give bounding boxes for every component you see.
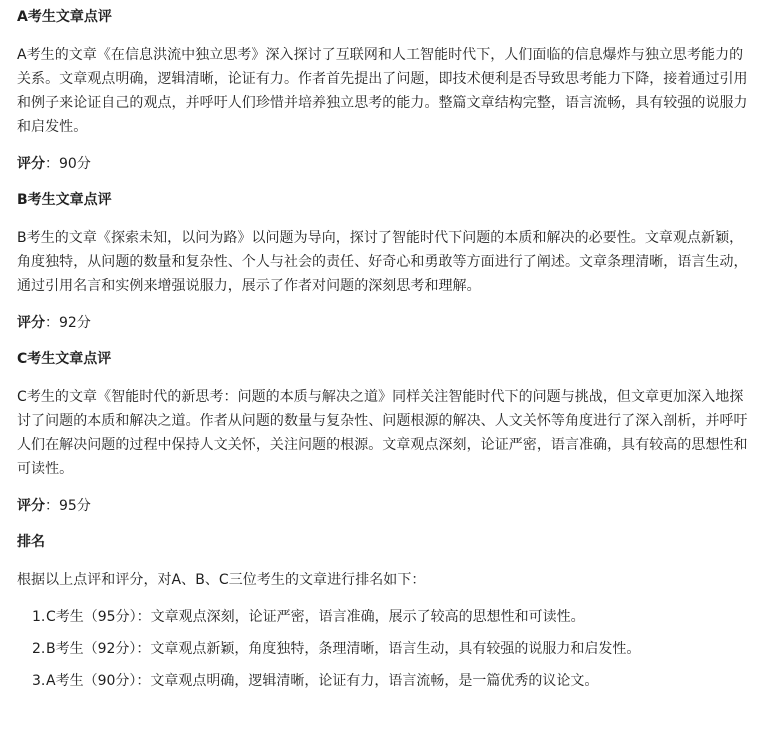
section-b (17, 190, 748, 333)
score-value-c: ：95分 (45, 498, 91, 514)
score-value-b: ：92分 (45, 315, 91, 331)
ranking-text: A考生（90分）：文章观点明确，逻辑清晰，论证有力，语言流畅，是一篇优秀的议论文。 (46, 673, 599, 689)
section-c (17, 349, 748, 516)
section-a (17, 7, 748, 174)
ranking-text: B考生（92分）：文章观点新颖，角度独特，条理清晰，语言生动，具有较强的说服力和启发性。 (46, 641, 641, 657)
review-a: A考生的文章《在信息洪流中独立思考》深入探讨了互联网和人工智能时代下，人们面临的信息爆炸与独立思考能力的关系。文章观点明确，逻辑清晰，论证有力。作者首先提出了问题，即技术便利是否导致思考能力下降，接着通过引用和例子来论证自己的观点，并呼吁人们珍惜并培养独立思考的能力。整篇文章结构完整，语言流畅，具有较强的说服力和启发性。 (17, 47, 748, 135)
score-value-a: ：90分 (45, 156, 91, 172)
score-b (17, 313, 748, 333)
ranking-number: 1. (32, 609, 46, 625)
review-c: C考生的文章《智能时代的新思考：问题的本质与解决之道》同样关注智能时代下的问题与挑战，但文章更加深入地探讨了问题的本质和解决之道。作者从问题的数量与复杂性、问题根源的解决、人文关怀等角度进行了深入剖析，并呼吁人们在解决问题的过程中保持人文关怀，关注问题的根源。文章观点深刻，论证严密，语言准确，具有较高的思想性和可读性。 (17, 389, 748, 477)
ranking-number: 3. (32, 673, 46, 689)
section-title-a: A考生文章点评 (17, 9, 112, 25)
ranking-list (17, 607, 748, 691)
score-c (17, 496, 748, 516)
score-label-a: 评分 (17, 156, 45, 172)
ranking-item (17, 639, 748, 659)
score-a (17, 154, 748, 174)
score-label-b: 评分 (17, 315, 45, 331)
section-title-c: C考生文章点评 (17, 351, 112, 367)
ranking-intro: 根据以上点评和评分，对A、B、C三位考生的文章进行排名如下： (17, 572, 426, 588)
ranking-text: C考生（95分）：文章观点深刻，论证严密，语言准确，展示了较高的思想性和可读性。 (46, 609, 585, 625)
review-b: B考生的文章《探索未知，以问为路》以问题为导向，探讨了智能时代下问题的本质和解决的必要性。文章观点新颖，角度独特，从问题的数量和复杂性、个人与社会的责任、好奇心和勇敢等方面进行了阐述。文章条理清晰，语言生动，通过引用名言和实例来增强说服力，展示了作者对问题的深刻思考和理解。 (17, 230, 748, 294)
section-title-b: B考生文章点评 (17, 192, 112, 208)
score-label-c: 评分 (17, 498, 45, 514)
ranking-number: 2. (32, 641, 46, 657)
ranking-section (17, 532, 748, 691)
ranking-item (17, 607, 748, 627)
ranking-title: 排名 (17, 534, 45, 550)
ranking-item (17, 671, 748, 691)
